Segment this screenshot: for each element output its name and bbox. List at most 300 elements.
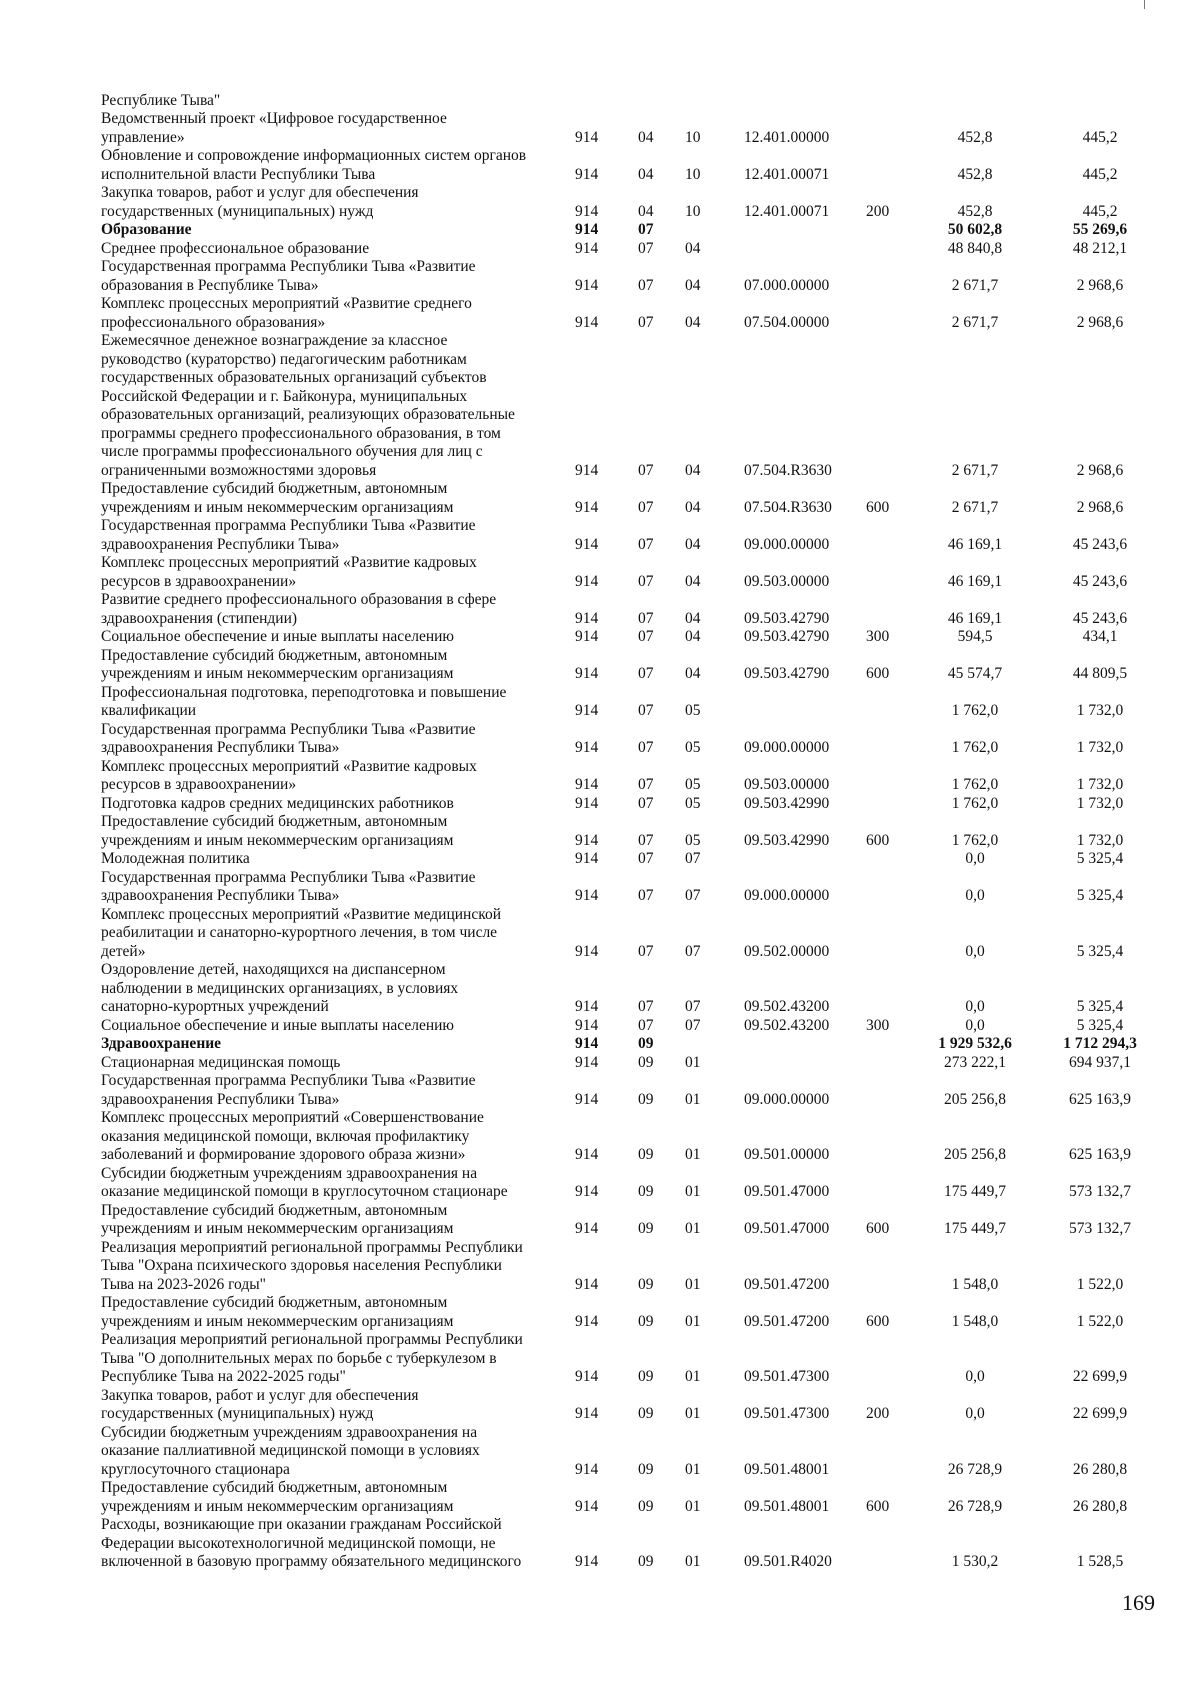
table-row — [0, 1035, 1200, 1054]
amount-2025-cell: 46 169,1 — [947, 535, 1003, 553]
target-article-cell: 09.503.42790 — [744, 628, 830, 645]
subsection-cell: 10 — [685, 202, 701, 220]
amount-2025-cell: 175 449,7 — [944, 1220, 1006, 1237]
target-article-cell: 09.501.47000 — [744, 1183, 830, 1200]
subsection-cell: 07 — [685, 887, 701, 904]
amount-2025-cell: 1 762,0 — [951, 794, 999, 812]
section-cell: 09 — [638, 1183, 654, 1200]
budget-code-cell: 914 — [575, 739, 599, 756]
row-name: Государственная программа Республики Тыва «Развитие образования в Республике Тыва» — [101, 258, 476, 294]
amount-2025-cell: 452,8 — [957, 202, 993, 220]
row-name: Предоставление субсидий бюджетным, автономным учреждениям и иным некоммерческим организациям — [101, 646, 454, 682]
amount-2026-cell: 5 325,4 — [1076, 887, 1124, 904]
subsection-cell: 01 — [685, 1553, 701, 1570]
budget-code-cell: 914 — [575, 1460, 599, 1478]
amount-2025-cell: 594,5 — [957, 628, 993, 645]
amount-2025-cell: 0,0 — [965, 887, 985, 904]
table-row — [0, 1479, 1200, 1516]
section-cell: 04 — [638, 165, 654, 183]
table-row — [0, 221, 1200, 240]
subsection-cell: 05 — [685, 739, 701, 756]
row-name: Социальное обеспечение и иные выплаты населению — [101, 1016, 455, 1034]
section-cell: 07 — [638, 572, 654, 590]
budget-code-cell: 914 — [575, 1497, 599, 1515]
section-cell: 07 — [638, 461, 654, 479]
expense-type-cell: 200 — [866, 202, 890, 220]
amount-2025-cell: 2 671,7 — [951, 498, 999, 516]
amount-2026-cell: 1 528,5 — [1076, 1553, 1124, 1570]
amount-2025-cell: 48 840,8 — [947, 239, 1003, 257]
amount-2026-cell: 2 968,6 — [1076, 313, 1124, 331]
budget-code-cell: 914 — [575, 572, 599, 590]
subsection-cell: 07 — [685, 998, 701, 1015]
amount-2026-cell: 48 212,1 — [1072, 239, 1128, 257]
table-row — [0, 147, 1200, 184]
section-cell: 07 — [638, 221, 654, 238]
table-row — [0, 110, 1200, 147]
table-row — [0, 554, 1200, 591]
budget-code-cell: 914 — [575, 628, 599, 645]
section-cell: 09 — [638, 1275, 654, 1293]
row-name: Комплекс процессных мероприятий «Совершенствование оказания медицинской помощи, включая профилактику заболеваний и формирование здорового образа жизни» — [101, 1109, 484, 1163]
row-name: Реализация мероприятий региональной программы Республики Тыва "О дополнительных мерах по борьбе с туберкулезом в Республике Тыва на 2022-2025 годы" — [101, 1331, 523, 1385]
budget-code-cell: 914 — [575, 1405, 599, 1422]
row-name: Образование — [101, 221, 192, 238]
table-row — [0, 1424, 1200, 1480]
amount-2025-cell: 1 929 532,6 — [938, 1035, 1012, 1052]
amount-2026-cell: 1 732,0 — [1076, 831, 1124, 849]
table-row — [0, 1516, 1200, 1572]
subsection-cell: 04 — [685, 609, 701, 627]
budget-code-cell: 914 — [575, 1016, 599, 1034]
amount-2025-cell: 45 574,7 — [947, 665, 1003, 682]
page-number: 169 — [1122, 1590, 1155, 1615]
amount-2026-cell: 45 243,6 — [1072, 609, 1128, 627]
amount-2025-cell: 273 222,1 — [944, 1053, 1006, 1071]
target-article-cell: 09.501.47300 — [744, 1368, 830, 1385]
amount-2025-cell: 0,0 — [965, 850, 985, 867]
table-row — [0, 1054, 1200, 1073]
table-row — [0, 1239, 1200, 1295]
amount-2026-cell: 22 699,9 — [1072, 1368, 1128, 1385]
amount-2025-cell: 0,0 — [965, 942, 985, 960]
target-article-cell: 09.501.47000 — [744, 1220, 830, 1237]
amount-2026-cell: 1 732,0 — [1076, 794, 1124, 812]
budget-code-cell: 914 — [575, 1275, 599, 1293]
amount-2026-cell: 1 522,0 — [1076, 1275, 1124, 1293]
budget-code-cell: 914 — [575, 313, 599, 331]
target-article-cell: 09.501.47200 — [744, 1312, 830, 1330]
table-row — [0, 869, 1200, 906]
budget-code-cell: 914 — [575, 1090, 599, 1108]
target-article-cell: 09.501.00000 — [744, 1146, 830, 1163]
section-cell: 07 — [638, 628, 654, 645]
subsection-cell: 04 — [685, 572, 701, 590]
subsection-cell: 01 — [685, 1275, 701, 1293]
row-name: Субсидии бюджетным учреждениям здравоохранения на оказание медицинской помощи в круглосуточном стационаре — [101, 1164, 508, 1200]
subsection-cell: 05 — [685, 794, 701, 812]
budget-code-cell: 914 — [575, 498, 599, 516]
table-row — [0, 850, 1200, 869]
section-cell: 07 — [638, 794, 654, 812]
target-article-cell: 09.503.42790 — [744, 609, 830, 627]
row-name: Предоставление субсидий бюджетным, автономным учреждениям и иным некоммерческим организациям — [101, 1201, 454, 1237]
table-row — [0, 295, 1200, 332]
budget-code-cell: 914 — [575, 887, 599, 904]
target-article-cell: 09.503.42790 — [744, 665, 830, 682]
amount-2026-cell: 1 712 294,3 — [1063, 1035, 1137, 1052]
budget-code-cell: 914 — [575, 1146, 599, 1163]
amount-2026-cell: 2 968,6 — [1076, 461, 1124, 479]
section-cell: 07 — [638, 850, 654, 867]
row-name: Расходы, возникающие при оказании гражданам Российской Федерации высокотехнологичной медицинской помощи, не включенной в базовую программу обязательного медицинского — [101, 1516, 522, 1570]
amount-2025-cell: 2 671,7 — [951, 313, 999, 331]
amount-2025-cell: 1 762,0 — [951, 702, 999, 719]
amount-2026-cell: 26 280,8 — [1072, 1497, 1128, 1515]
table-row — [0, 1294, 1200, 1331]
target-article-cell: 09.503.00000 — [744, 776, 830, 793]
subsection-cell: 04 — [685, 461, 701, 479]
amount-2026-cell: 434,1 — [1082, 628, 1118, 645]
amount-2025-cell: 0,0 — [965, 1368, 985, 1385]
amount-2026-cell: 26 280,8 — [1072, 1460, 1128, 1478]
budget-code-cell: 914 — [575, 794, 599, 812]
row-name: Комплекс процессных мероприятий «Развитие среднего профессионального образования» — [101, 295, 472, 331]
target-article-cell: 09.501.R4020 — [744, 1553, 832, 1570]
target-article-cell: 09.503.00000 — [744, 572, 830, 590]
budget-code-cell: 914 — [575, 165, 599, 183]
budget-code-cell: 914 — [575, 702, 599, 719]
section-cell: 09 — [638, 1312, 654, 1330]
amount-2025-cell: 1 530,2 — [951, 1553, 999, 1570]
amount-2026-cell: 5 325,4 — [1076, 1016, 1124, 1034]
budget-code-cell: 914 — [575, 1553, 599, 1570]
table-row — [0, 961, 1200, 1017]
target-article-cell: 09.503.42990 — [744, 794, 830, 812]
subsection-cell: 05 — [685, 776, 701, 793]
table-row — [0, 1109, 1200, 1165]
target-article-cell: 09.501.47300 — [744, 1405, 830, 1422]
section-cell: 04 — [638, 128, 654, 146]
expense-type-cell: 300 — [866, 1016, 890, 1034]
budget-code-cell: 914 — [575, 665, 599, 682]
expense-type-cell: 200 — [866, 1405, 890, 1422]
budget-code-cell: 914 — [575, 276, 599, 294]
row-name: Стационарная медицинская помощь — [101, 1053, 341, 1071]
subsection-cell: 10 — [685, 128, 701, 146]
amount-2026-cell: 22 699,9 — [1072, 1405, 1128, 1422]
amount-2026-cell: 445,2 — [1082, 202, 1118, 220]
expense-type-cell: 600 — [866, 498, 890, 516]
table-row — [0, 795, 1200, 814]
table-row — [0, 1017, 1200, 1036]
row-name: Предоставление субсидий бюджетным, автономным учреждениям и иным некоммерческим организациям — [101, 1479, 454, 1515]
section-cell: 07 — [638, 998, 654, 1015]
row-name: Ведомственный проект «Цифровое государственное управление» — [101, 110, 447, 146]
subsection-cell: 04 — [685, 313, 701, 331]
amount-2025-cell: 26 728,9 — [947, 1497, 1003, 1515]
subsection-cell: 01 — [685, 1220, 701, 1237]
section-cell: 04 — [638, 202, 654, 220]
amount-2025-cell: 1 548,0 — [951, 1275, 999, 1293]
amount-2026-cell: 445,2 — [1082, 165, 1118, 183]
row-name: Профессиональная подготовка, переподготовка и повышение квалификации — [101, 683, 507, 719]
row-name: Комплекс процессных мероприятий «Развитие медицинской реабилитации и санаторно-курортного лечения, в том числе детей» — [101, 905, 502, 960]
row-name: Государственная программа Республики Тыва «Развитие здравоохранения Республики Тыва» — [101, 868, 476, 904]
row-name: Закупка товаров, работ и услуг для обеспечения государственных (муниципальных) нужд — [101, 1386, 419, 1422]
table-row — [0, 517, 1200, 554]
section-cell: 09 — [638, 1090, 654, 1108]
table-row — [0, 1202, 1200, 1239]
amount-2025-cell: 2 671,7 — [951, 276, 999, 294]
expense-type-cell: 600 — [866, 1497, 890, 1515]
amount-2026-cell: 573 132,7 — [1069, 1183, 1131, 1200]
section-cell: 07 — [638, 535, 654, 553]
subsection-cell: 07 — [685, 942, 701, 960]
section-cell: 07 — [638, 1016, 654, 1034]
amount-2025-cell: 0,0 — [965, 1405, 985, 1422]
subsection-cell: 04 — [685, 665, 701, 682]
amount-2026-cell: 694 937,1 — [1069, 1053, 1131, 1071]
subsection-cell: 04 — [685, 239, 701, 257]
document-page: Республике Тыва" Ведомственный проект «Цифровое государственное управление» 914 04 10 12.401.00000 452,8 445,2 Обновление и сопровождение информационных систем органов исполнительной власти Республики Тыва 914 04 10 12.401.00071 452,8 445,2 Закупка товаров, работ и услуг для обеспечения государственных (муниципальных) нужд 914 04 10 12.401.00071 200 452,8 445,2 Образование 914 07 50 602,8 55 269,6 Среднее профессиональное образование 914 07 04 48 840,8 48 212,1 Государственная программа Республики Тыва «Развитие образования в Республике Тыва» 914 07 04 07.000.00000 2 671,7 2 968,6 Комплекс процессных мероприятий «Развитие среднего профессионального образования» 914 07 04 07.504.00000 2 671,7 2 968,6 Ежемесячное денежное вознаграждение за классное руководство (кураторство) педагогическим работникам государственных образовательных организаций субъектов Российской Федерации и г. Байконура, муниципальных образовательных организаций, реализующих образовательные программы среднего профессионального образования, в том числе программы профессионального обучения для лиц с ограниченными возможностями здоровья 914 07 04 07.504.R3630 2 671,7 2 968,6 Предоставление субсидий бюджетным, автономным учреждениям и иным некоммерческим организациям 914 07 04 07.504.R3630 600 2 671,7 2 968,6 Государственная программа Республики Тыва «Развитие здравоохранения Республики Тыва» 914 07 04 09.000.00000 46 169,1 45 243,6 Комплекс процессных мероприятий «Развитие кадровых ресурсов в здравоохранении» 914 07 04 09.503.00000 46 169,1 45 243,6 Развитие среднего профессионального образования в сфере здравоохранения (стипендии) 914 07 04 09.503.42790 46 169,1 45 243,6 Социальное обеспечение и иные выплаты населению 914 07 04 09.503.42790 300 594,5 434,1 Предоставление субсидий бюджетным, автономным учреждениям и иным некоммерческим организациям 914 07 04 09.503.42790 600 45 574,7 44 809,5 Профессиональная подготовка, переподготовка и повышение квалификации 914 07 05 1 762,0 1 732,0 Государственная программа Республики Тыва «Развитие здравоохранения Республики Тыва» 914 07 05 09.000.00000 1 762,0 1 732,0 Комплекс процессных мероприятий «Развитие кадровых ресурсов в здравоохранении» 914 07 05 09.503.00000 1 762,0 1 732,0 Подготовка кадров средних медицинских работников 914 07 05 09.503.42990 1 762,0 1 732,0 Предоставление субсидий бюджетным, автономным учреждениям и иным некоммерческим организациям 914 07 05 09.503.42990 600 1 762,0 1 732,0 Молодежная политика 914 07 07 0,0 5 325,4 Государственная программа Республики Тыва «Развитие здравоохранения Республики Тыва» 914 07 07 09.000.00000 0,0 5 325,4 Комплекс процессных мероприятий «Развитие медицинской реабилитации и санаторно-курортного лечения, в том числе детей» 914 07 07 09.502.00000 0,0 5 325,4 Оздоровление детей, находящихся на диспансерном наблюдении в медицинских организациях, в условиях санаторно-курортных учреждений 914 07 07 09.502.43200 0,0 5 325,4 Социальное обеспечение и иные выплаты населению 914 07 07 09.502.43200 300 0,0 5 325,4 Здравоохранение 914 09 1 929 532,6 1 712 294,3 Стационарная медицинская помощь 914 09 01 273 222,1 694 937,1 Государственная программа Республики Тыва «Развитие здравоохранения Республики Тыва» 914 09 01 09.000.00000 205 256,8 625 163,9 Комплекс процессных мероприятий «Совершенствование оказания медицинской помощи, включая профилактику заболеваний и формирование здорового образа жизни» 914 09 01 09.501.00000 205 256,8 625 163,9 Субсидии бюджетным учреждениям здравоохранения на оказание медицинской помощи в круглосуточном стационаре 914 09 01 09.501.47000 175 449,7 573 132,7 Предоставление субсидий бюджетным, автономным учреждениям и иным некоммерческим организациям 914 09 01 09.501.47000 600 175 449,7 573 132,7 Реализация мероприятий региональной программы Республики Тыва "Охрана психического здоровья населения Республики Тыва на 2023-2026 годы" 914 09 01 09.501.47200 1 548,0 1 522,0 Предоставление субсидий бюджетным, автономным учреждениям и иным некоммерческим организациям 914 09 01 09.501.47200 600 1 548,0 1 522,0 Реализация мероприятий региональной программы Республики Тыва "О дополнительных мерах по борьбе с туберкулезом в Республике Тыва на 2022-2025 годы" 914 09 01 09.501.47300 0,0 22 699,9 Закупка товаров, работ и услуг для обеспечения государственных (муниципальных) нужд 914 09 01 09.501.47300 200 0,0 22 699,9 Субсидии бюджетным учреждениям здравоохранения на оказание паллиативной медицинской помощи в условиях круглосуточного стационара 914 09 01 09.501.48001 26 728,9 26 280,8 Предоставление субсидий бюджетным, автономным учреждениям и иным некоммерческим организациям 914 09 01 09.501.48001 600 26 728,9 26 280,8 Расходы, возникающие при оказании гражданам Российской Федерации высокотехнологичной медицинской помощи, не включенной в базовую программу обязательного медицинского 914 09 01 09.501.R4020 1 530,2 1 528,5 169 — [0, 0, 1200, 1697]
table-row — [0, 240, 1200, 259]
target-article-cell: 07.000.00000 — [744, 276, 830, 294]
target-article-cell: 12.401.00071 — [744, 202, 830, 220]
budget-code-cell: 914 — [575, 942, 599, 960]
target-article-cell: 07.504.R3630 — [744, 461, 832, 479]
subsection-cell: 05 — [685, 831, 701, 849]
target-article-cell: 09.000.00000 — [744, 887, 830, 904]
amount-2026-cell: 2 968,6 — [1076, 498, 1124, 516]
amount-2025-cell: 1 762,0 — [951, 776, 999, 793]
row-name: Оздоровление детей, находящихся на диспансерном наблюдении в медицинских организациях, в условиях санаторно-курортных учреждений — [101, 961, 459, 1015]
section-cell: 07 — [638, 702, 654, 719]
table-row — [0, 1165, 1200, 1202]
subsection-cell: 01 — [685, 1368, 701, 1385]
section-cell: 09 — [638, 1553, 654, 1570]
section-cell: 09 — [638, 1405, 654, 1422]
subsection-cell: 01 — [685, 1405, 701, 1422]
row-name: Развитие среднего профессионального образования в сфере здравоохранения (стипендии) — [101, 591, 497, 627]
subsection-cell: 01 — [685, 1090, 701, 1108]
table-row — [0, 721, 1200, 758]
section-cell: 09 — [638, 1460, 654, 1478]
table-row — [0, 647, 1200, 684]
target-article-cell: 09.501.48001 — [744, 1497, 830, 1515]
amount-2025-cell: 46 169,1 — [947, 572, 1003, 590]
amount-2025-cell: 0,0 — [965, 998, 985, 1015]
subsection-cell: 01 — [685, 1312, 701, 1330]
subsection-cell: 01 — [685, 1497, 701, 1515]
amount-2026-cell: 55 269,6 — [1072, 221, 1128, 238]
amount-2025-cell: 0,0 — [965, 1016, 985, 1034]
amount-2026-cell: 45 243,6 — [1072, 572, 1128, 590]
section-cell: 09 — [638, 1368, 654, 1385]
target-article-cell: 09.501.48001 — [744, 1460, 830, 1478]
amount-2026-cell: 445,2 — [1082, 128, 1118, 146]
target-article-cell: 09.502.00000 — [744, 942, 830, 960]
section-cell: 09 — [638, 1035, 654, 1052]
section-cell: 07 — [638, 276, 654, 294]
budget-code-cell: 914 — [575, 776, 599, 793]
target-article-cell: 09.502.43200 — [744, 1016, 830, 1034]
table-row — [0, 1387, 1200, 1424]
budget-code-cell: 914 — [575, 1220, 599, 1237]
row-name: Субсидии бюджетным учреждениям здравоохранения на оказание паллиативной медицинской помощи в условиях круглосуточного стационара — [101, 1423, 480, 1478]
amount-2025-cell: 1 548,0 — [951, 1312, 999, 1330]
budget-code-cell: 914 — [575, 239, 599, 257]
subsection-cell: 04 — [685, 535, 701, 553]
budget-code-cell: 914 — [575, 850, 599, 867]
subsection-cell: 04 — [685, 628, 701, 645]
budget-code-cell: 914 — [575, 221, 599, 238]
expense-type-cell: 600 — [866, 1220, 890, 1237]
amount-2026-cell: 5 325,4 — [1076, 850, 1124, 867]
amount-2026-cell: 1 732,0 — [1076, 739, 1124, 756]
amount-2026-cell: 625 163,9 — [1069, 1146, 1131, 1163]
target-article-cell: 09.000.00000 — [744, 535, 830, 553]
subsection-cell: 07 — [685, 850, 701, 867]
budget-code-cell: 914 — [575, 461, 599, 479]
amount-2025-cell: 50 602,8 — [947, 221, 1003, 238]
amount-2025-cell: 175 449,7 — [944, 1183, 1006, 1200]
section-cell: 07 — [638, 665, 654, 682]
budget-code-cell: 914 — [575, 1312, 599, 1330]
subsection-cell: 07 — [685, 1016, 701, 1034]
budget-code-cell: 914 — [575, 1368, 599, 1385]
row-name: Предоставление субсидий бюджетным, автономным учреждениям и иным некоммерческим организациям — [101, 480, 454, 516]
table-row — [0, 332, 1200, 480]
row-name: Государственная программа Республики Тыва «Развитие здравоохранения Республики Тыва» — [101, 1072, 476, 1108]
row-name: Закупка товаров, работ и услуг для обеспечения государственных (муниципальных) нужд — [101, 184, 419, 220]
row-name: Реализация мероприятий региональной программы Республики Тыва "Охрана психического здоровья населения Республики Тыва на 2023-2026 годы" — [101, 1238, 523, 1293]
amount-2025-cell: 452,8 — [957, 165, 993, 183]
budget-code-cell: 914 — [575, 831, 599, 849]
row-name: Здравоохранение — [101, 1035, 222, 1052]
section-cell: 09 — [638, 1053, 654, 1071]
expense-type-cell: 600 — [866, 665, 890, 682]
amount-2026-cell: 573 132,7 — [1069, 1220, 1131, 1237]
amount-2026-cell: 5 325,4 — [1076, 998, 1124, 1015]
amount-2025-cell: 1 762,0 — [951, 831, 999, 849]
section-cell: 07 — [638, 942, 654, 960]
row-name: Предоставление субсидий бюджетным, автономным учреждениям и иным некоммерческим организациям — [101, 813, 454, 849]
table-row — [0, 1331, 1200, 1387]
section-cell: 07 — [638, 739, 654, 756]
section-cell: 07 — [638, 831, 654, 849]
target-article-cell: 07.504.R3630 — [744, 498, 832, 516]
amount-2026-cell: 625 163,9 — [1069, 1090, 1131, 1108]
amount-2025-cell: 2 671,7 — [951, 461, 999, 479]
row-name: Предоставление субсидий бюджетным, автономным учреждениям и иным некоммерческим организациям — [101, 1294, 454, 1330]
amount-2025-cell: 1 762,0 — [951, 739, 999, 756]
target-article-cell: 09.000.00000 — [744, 739, 830, 756]
target-article-cell: 09.502.43200 — [744, 998, 830, 1015]
amount-2025-cell: 205 256,8 — [944, 1090, 1006, 1108]
row-name: Комплекс процессных мероприятий «Развитие кадровых ресурсов в здравоохранении» — [101, 757, 477, 793]
section-cell: 09 — [638, 1497, 654, 1515]
budget-code-cell: 914 — [575, 1053, 599, 1071]
table-row — [0, 591, 1200, 628]
section-cell: 09 — [638, 1146, 654, 1163]
table-row — [0, 758, 1200, 795]
section-cell: 09 — [638, 1220, 654, 1237]
amount-2025-cell: 205 256,8 — [944, 1146, 1006, 1163]
amount-2025-cell: 26 728,9 — [947, 1460, 1003, 1478]
row-name: Ежемесячное денежное вознаграждение за классное руководство (кураторство) педагогическим работникам государственных образовательных организаций субъектов Российской Федерации и г. Байконура, муниципальных образовательных организаций, реализующих образовательные программы среднего профессионального образования, в том числе программы профессионального обучения для лиц с ограниченными возможностями здоровья — [101, 332, 515, 479]
row-name: Государственная программа Республики Тыва «Развитие здравоохранения Республики Тыва» — [101, 517, 476, 553]
subsection-cell: 04 — [685, 276, 701, 294]
table-row — [0, 906, 1200, 962]
row-name: Обновление и сопровождение информационных систем органов исполнительной власти Республики Тыва — [101, 147, 527, 183]
budget-code-cell: 914 — [575, 202, 599, 220]
expense-type-cell: 600 — [866, 831, 890, 849]
table-row — [0, 184, 1200, 221]
subsection-cell: 04 — [685, 498, 701, 516]
budget-code-cell: 914 — [575, 535, 599, 553]
row-name: Государственная программа Республики Тыва «Развитие здравоохранения Республики Тыва» — [101, 720, 476, 756]
subsection-cell: 01 — [685, 1053, 701, 1071]
scan-artifact-mark — [1144, 0, 1145, 9]
table-row — [0, 258, 1200, 295]
amount-2026-cell: 5 325,4 — [1076, 942, 1124, 960]
amount-2026-cell: 1 732,0 — [1076, 702, 1124, 719]
budget-code-cell: 914 — [575, 998, 599, 1015]
table-row — [0, 684, 1200, 721]
budget-code-cell: 914 — [575, 1183, 599, 1200]
subsection-cell: 10 — [685, 165, 701, 183]
row-name: Молодежная политика — [101, 850, 250, 867]
subsection-cell: 01 — [685, 1183, 701, 1200]
target-article-cell: 07.504.00000 — [744, 313, 830, 331]
subsection-cell: 01 — [685, 1146, 701, 1163]
amount-2026-cell: 2 968,6 — [1076, 276, 1124, 294]
target-article-cell: 09.501.47200 — [744, 1275, 830, 1293]
expense-type-cell: 600 — [866, 1312, 890, 1330]
subsection-cell: 01 — [685, 1460, 701, 1478]
section-cell: 07 — [638, 498, 654, 516]
budget-code-cell: 914 — [575, 1035, 599, 1052]
expense-type-cell: 300 — [866, 628, 890, 645]
amount-2026-cell: 45 243,6 — [1072, 535, 1128, 553]
table-row — [0, 480, 1200, 517]
amount-2026-cell: 1 522,0 — [1076, 1312, 1124, 1330]
section-cell: 07 — [638, 887, 654, 904]
target-article-cell: 12.401.00000 — [744, 128, 830, 146]
budget-code-cell: 914 — [575, 609, 599, 627]
target-article-cell: 09.503.42990 — [744, 831, 830, 849]
table-row — [0, 813, 1200, 850]
subsection-cell: 05 — [685, 702, 701, 719]
row-name: Среднее профессиональное образование — [101, 239, 370, 257]
row-name: Подготовка кадров средних медицинских работников — [101, 794, 454, 812]
amount-2026-cell: 1 732,0 — [1076, 776, 1124, 793]
section-cell: 07 — [638, 776, 654, 793]
row-name: Социальное обеспечение и иные выплаты населению — [101, 628, 455, 645]
budget-code-cell: 914 — [575, 128, 599, 146]
table-row — [0, 1072, 1200, 1109]
amount-2026-cell: 44 809,5 — [1072, 665, 1128, 682]
amount-2025-cell: 452,8 — [957, 128, 993, 146]
amount-2025-cell: 46 169,1 — [947, 609, 1003, 627]
section-cell: 07 — [638, 609, 654, 627]
section-cell: 07 — [638, 239, 654, 257]
target-article-cell: 12.401.00071 — [744, 165, 830, 183]
section-cell: 07 — [638, 313, 654, 331]
target-article-cell: 09.000.00000 — [744, 1090, 830, 1108]
row-name: Комплекс процессных мероприятий «Развитие кадровых ресурсов в здравоохранении» — [101, 554, 477, 590]
